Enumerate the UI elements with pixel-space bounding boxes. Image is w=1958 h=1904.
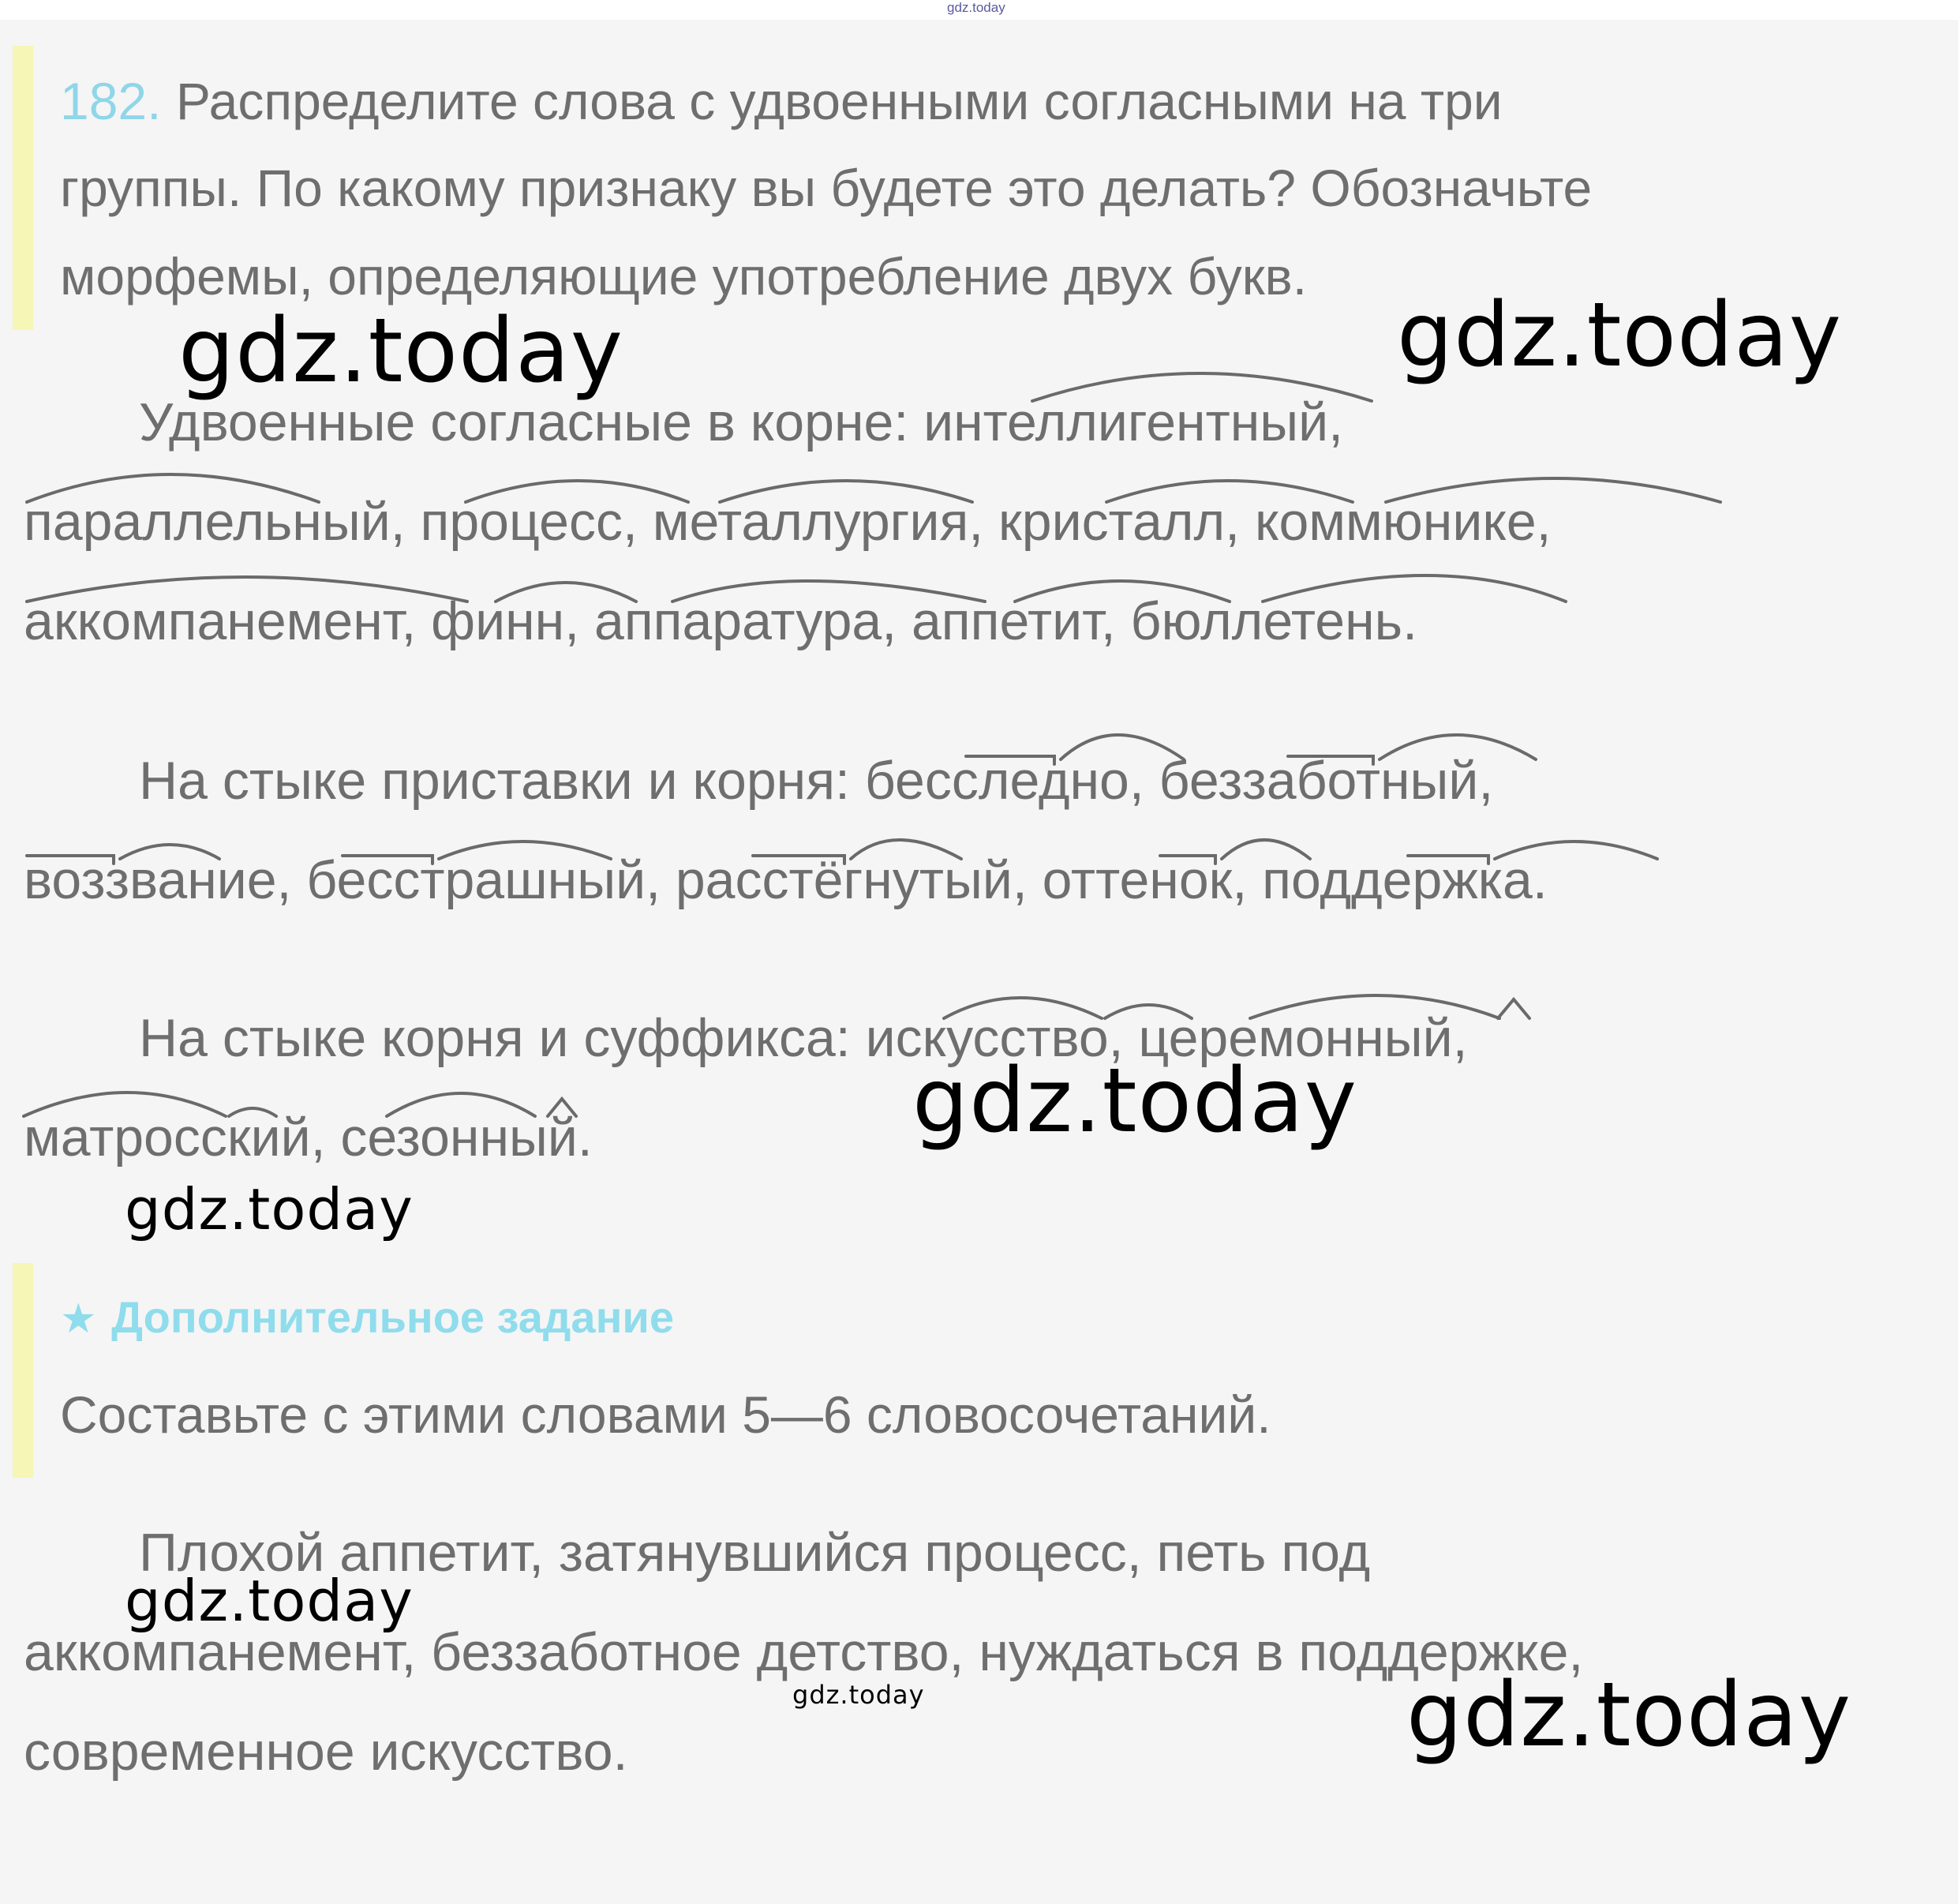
answer-root-line-3: аккомпанемент, финн, аппаратура, аппетит, бюллетень. (24, 591, 1417, 651)
answer-prefix-line-2: воззвание, бесстрашный, расстёгнутый, оттенок, поддержка. (24, 850, 1548, 910)
suffix-arc-matrosskiy (229, 1108, 276, 1116)
root-arc-appetite (1015, 581, 1230, 602)
root-arc-communique (1386, 478, 1720, 502)
root-arc-iskusstvo (944, 998, 1102, 1018)
prefix-line-bezzabotny (1288, 756, 1373, 764)
prefix-line-podderzhka (1408, 856, 1488, 864)
root-arc-accompaniment (27, 577, 467, 602)
extra-answer-line-2: аккомпанемент, беззаботное детство, нуждаться в поддержке, (24, 1622, 1584, 1682)
prefix-line-besstrashny (343, 856, 432, 864)
root-arc-rasstegnuty (851, 840, 961, 859)
watermark-4: gdz.today (125, 1176, 414, 1242)
root-arc-besledno (1061, 735, 1184, 759)
watermark-2: gdz.today (1397, 284, 1843, 387)
task-text-1: Распределите слова с удвоенными согласными на три (175, 72, 1503, 130)
root-arc-sezonny (387, 1093, 535, 1116)
extra-answer-line-3: современное искусство. (24, 1722, 628, 1782)
extra-task: Составьте с этими словами 5—6 словосочетаний. (60, 1385, 1271, 1444)
root-arc-besstrashny (439, 841, 611, 859)
suffix-arc-iskusstvo (1105, 1005, 1192, 1018)
root-arc-crystal (1106, 481, 1353, 502)
root-arc-matrosskiy (24, 1093, 226, 1116)
prefix-line-vozzvanie (27, 856, 114, 864)
prefix-line-besledno (966, 756, 1054, 764)
answer-root-line-1: Удвоенные согласные в корне: интеллигентный, (139, 392, 1344, 452)
extra-answer-line-1: Плохой аппетит, затянувшийся процесс, петь под (139, 1523, 1371, 1583)
root-arc-vozzvanie (120, 845, 219, 859)
root-arc-process (466, 481, 688, 502)
root-arc-metallurgy (720, 481, 972, 502)
root-arc-finn (496, 583, 636, 602)
watermark-7: gdz.today (1406, 1664, 1852, 1767)
extra-title: Дополнительное задание (111, 1292, 674, 1342)
task-line-3: морфемы, определяющие употребление двух букв. (60, 247, 1308, 305)
answer-prefix-line-1: На стыке приставки и корня: бесследно, беззаботный, (139, 751, 1494, 811)
watermark-1: gdz.today (178, 300, 624, 403)
prefix-line-rasstegnuty (753, 856, 844, 864)
root-arc-bulletin (1263, 575, 1566, 602)
suffix-caret-sezonny (548, 1099, 576, 1116)
prefix-line-ottenok (1160, 856, 1215, 864)
watermark-6: gdz.today (792, 1680, 925, 1710)
root-arc-bezzabotny (1380, 735, 1536, 759)
root-arc-parallel (27, 474, 319, 502)
root-arc-ottenok (1222, 840, 1310, 859)
answer-root-line-2: параллельный, процесс, металлургия, кристалл, коммюнике, (24, 492, 1552, 552)
exercise-number: 182. (60, 72, 162, 130)
watermark-3: gdz.today (912, 1050, 1358, 1153)
root-arc-ceremonny (1250, 995, 1499, 1018)
root-arc-podderzhka (1495, 841, 1657, 859)
site-header-watermark: gdz.today (947, 0, 1005, 15)
answer-suffix-line-1: На стыке корня и суффикса: искусство, церемонный, (139, 1008, 1468, 1068)
answer-suffix-line-2: матросский, сезонный. (24, 1108, 593, 1168)
star-icon: ★ (60, 1296, 97, 1342)
watermark-5: gdz.today (125, 1568, 414, 1634)
task-line-2: группы. По какому признаку вы будете это делать? Обозначьте (60, 159, 1593, 217)
root-arc-apparatus (672, 581, 985, 602)
suffix-caret-ceremonny (1498, 999, 1529, 1018)
root-arc-intelligent (1032, 373, 1372, 401)
